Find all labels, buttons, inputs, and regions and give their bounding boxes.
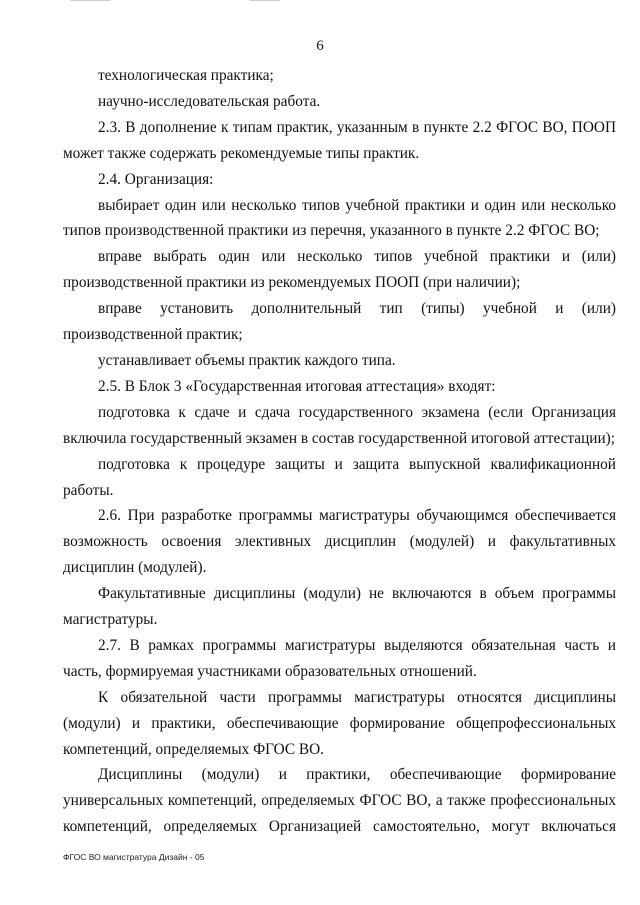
paragraph: технологическая практика;	[98, 67, 274, 84]
scan-edge-mark	[70, 0, 110, 1]
paragraph: 2.7. В рамках программы магистратуры выделяются обязательная часть и часть, формируемая участниками образовательных отношений.	[63, 636, 616, 680]
paragraph: научно-исследовательская работа.	[98, 92, 321, 110]
paragraph: выбирает один или несколько типов учебной практики и один или несколько типов производственной практики из перечня, указанного в пункте 2.2 ФГОС ВО;	[63, 196, 616, 240]
document-footer: ФГОС ВО магистратура Дизайн - 05	[63, 852, 205, 862]
paragraph: подготовка к сдаче и сдача государственного экзамена (если Организация включила государственный экзамен в состав государственной итоговой аттестации);	[63, 403, 616, 447]
paragraph: вправе выбрать один или несколько типов учебной практики и (или) производственной практики из рекомендуемых ПООП (при наличии);	[63, 248, 616, 292]
scan-edge-mark	[250, 0, 280, 1]
paragraph: Факультативные дисциплины (модули) не включаются в объем программы магистратуры.	[63, 585, 616, 629]
paragraph: К обязательной части программы магистратуры относятся дисциплины (модули) и практики, обеспечивающие формирование общепрофессиональных компетенций, определяемых ФГОС ВО.	[63, 688, 616, 758]
page-number: 6	[316, 38, 324, 54]
paragraph: Дисциплины (модули) и практики, обеспечивающие формирование универсальных компетенций, определяемых ФГОС ВО, а также профессиональных компетенций, определяемых Организацией самостоятельно, могут включаться	[63, 766, 616, 836]
paragraph: 2.5. В Блок 3 «Государственная итоговая аттестация» входят:	[98, 377, 496, 395]
document-body	[63, 63, 616, 840]
paragraph: устанавливает объемы практик каждого типа.	[98, 351, 396, 369]
paragraph: подготовка к процедуре защиты и защита выпускной квалификационной работы.	[63, 455, 616, 499]
paragraph: вправе установить дополнительный тип (типы) учебной и (или) производственной практик;	[63, 300, 616, 344]
paragraph: 2.6. При разработке программы магистратуры обучающимся обеспечивается возможность освоения элективных дисциплин (модулей) и факультативных дисциплин (модулей).	[63, 507, 616, 577]
paragraph: 2.4. Организация:	[98, 170, 214, 188]
paragraph: 2.3. В дополнение к типам практик, указанным в пункте 2.2 ФГОС ВО, ПООП может также содержать рекомендуемые типы практик.	[63, 118, 616, 162]
